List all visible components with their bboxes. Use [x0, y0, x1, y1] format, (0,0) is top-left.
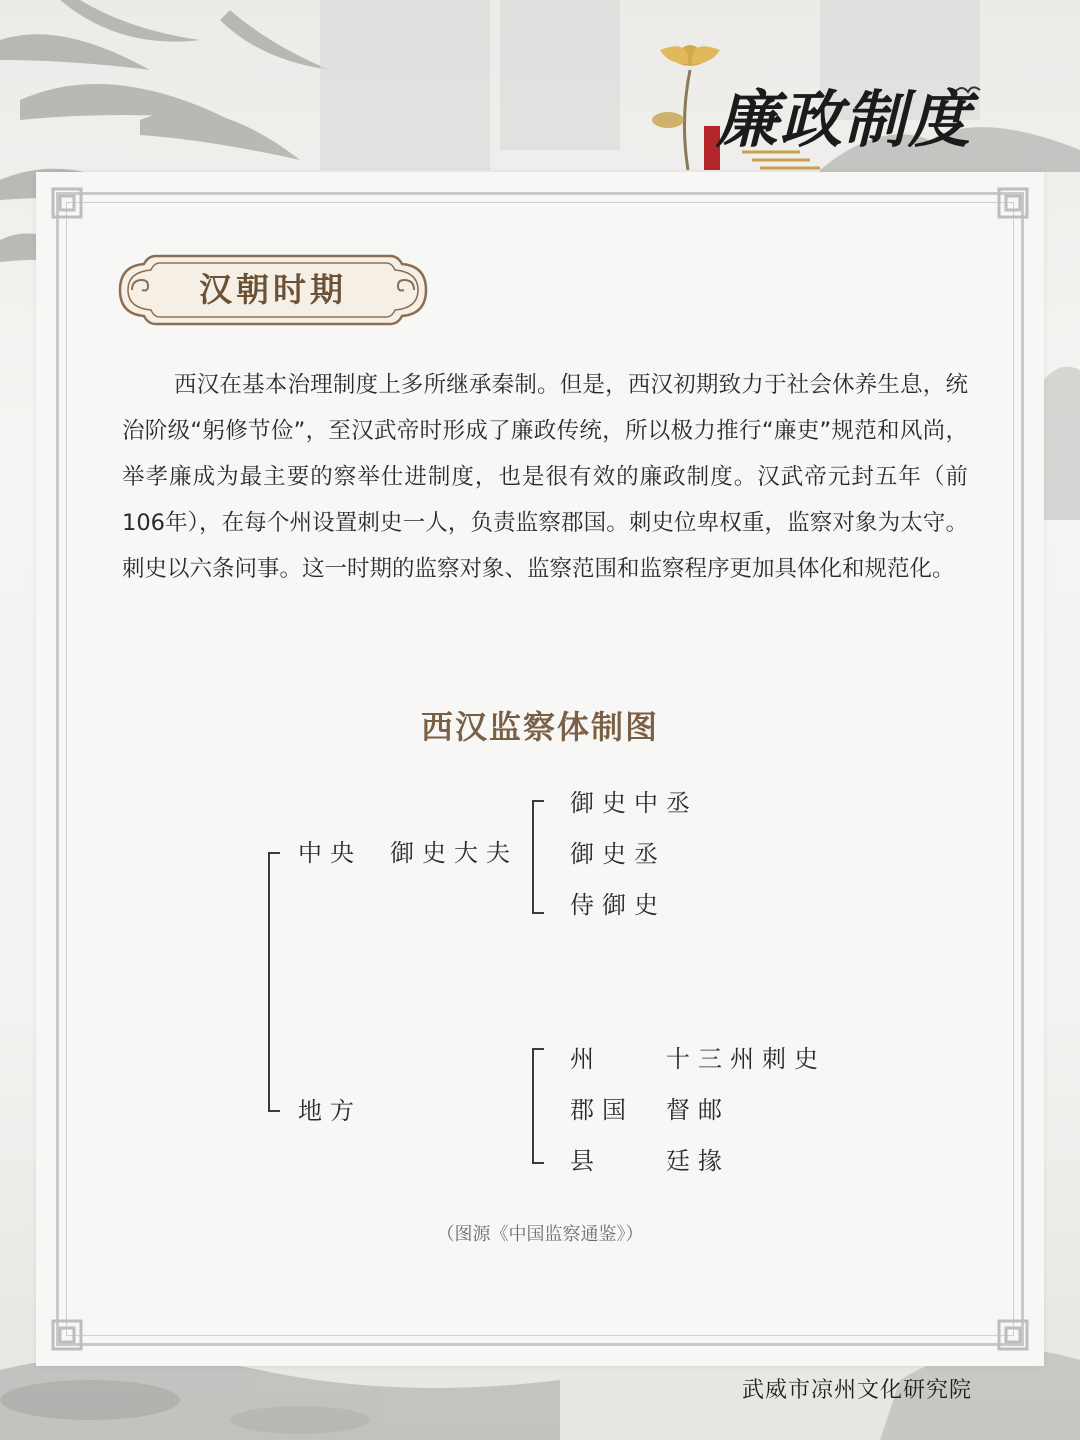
- central-bracket-bottom-tick: [532, 912, 544, 914]
- central-sub-item: 御史丞: [570, 840, 666, 868]
- local-level: 郡国: [570, 1096, 634, 1124]
- intro-paragraph: 西汉在基本治理制度上多所继承秦制。但是，西汉初期致力于社会休养生息，统治阶级“躬修节俭”，至汉武帝时形成了廉政传统，所以极力推行“廉吏”规范和风尚，举孝廉成为最主要的察举仕进制度，也是很有效的廉政制度。汉武帝元封五年（前106年），在每个州设置刺史一人，负责监察郡国。刺史位卑权重，监察对象为太守。刺史以六条问事。这一时期的监察对象、监察范围和监察程序更加具体化和规范化。: [122, 372, 968, 582]
- local-official: 廷掾: [666, 1147, 730, 1175]
- corner-ornament-top-right: [996, 186, 1030, 220]
- local-level: 州: [570, 1045, 602, 1073]
- central-bracket-vertical: [532, 800, 534, 914]
- corner-ornament-bottom-left: [50, 1318, 84, 1352]
- local-bracket-top-tick: [532, 1048, 544, 1050]
- section-title: 汉朝时期: [199, 270, 347, 309]
- central-sub-item: 侍御史: [570, 891, 666, 919]
- main-bracket-top-tick: [268, 852, 280, 854]
- local-official: 十三州刺史: [666, 1045, 826, 1073]
- header-title: 廉政制度: [716, 83, 973, 156]
- central-head: 御史大夫: [390, 839, 518, 867]
- central-sub-item: 御史中丞: [570, 789, 698, 817]
- local-level: 县: [570, 1147, 602, 1175]
- diagram-source: （图源《中国监察通鉴》）: [436, 1224, 644, 1245]
- footer-organization: 武威市凉州文化研究院: [741, 1378, 972, 1403]
- diagram-title: 西汉监察体制图: [420, 708, 659, 746]
- corner-ornament-bottom-right: [996, 1318, 1030, 1352]
- local-bracket-bottom-tick: [532, 1162, 544, 1164]
- corner-ornament-top-left: [50, 186, 84, 220]
- main-bracket-bottom-tick: [268, 1110, 280, 1112]
- central-label: 中央: [298, 839, 362, 867]
- local-label: 地方: [298, 1097, 362, 1125]
- central-bracket-top-tick: [532, 800, 544, 802]
- local-bracket-vertical: [532, 1048, 534, 1164]
- content-panel: [36, 172, 1044, 1366]
- side-mountain-decoration: [1044, 367, 1080, 520]
- local-official: 督邮: [666, 1096, 730, 1124]
- main-bracket-vertical: [268, 852, 270, 1112]
